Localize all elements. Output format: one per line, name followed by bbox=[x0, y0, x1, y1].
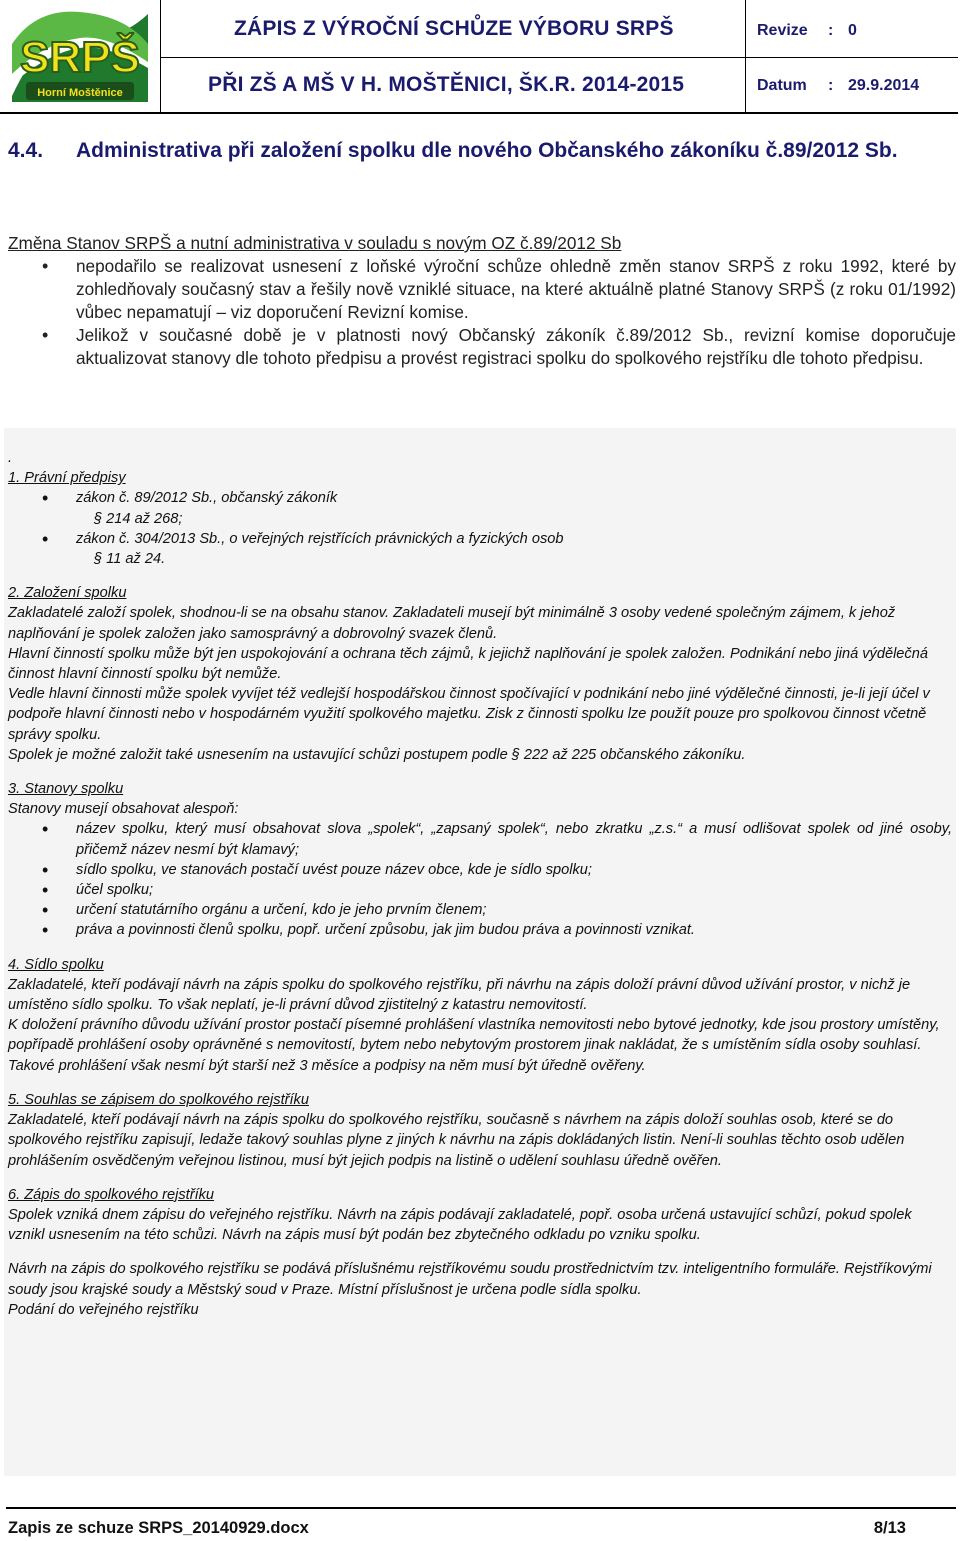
intro-block bbox=[8, 232, 956, 370]
datum-label: Datum bbox=[757, 77, 807, 94]
stray-dot: . bbox=[8, 450, 13, 466]
paragraph: Spolek vzniká dnem zápisu do veřejného rejstříku. Návrh na zápis podávají zakladatelé, popř. osoba určená ustavující schůzí, pokud spolek vznikl usnesením na této schůzi. Návrh na zápis musí být podán bez zbytečného odkladu po vzniku spolku. bbox=[8, 1206, 912, 1244]
footer-page-number: 8/13 bbox=[873, 1519, 906, 1537]
header-divider bbox=[745, 0, 746, 112]
heading-zapis: 6. Zápis do spolkového rejstříku bbox=[8, 1186, 215, 1203]
header-title-line2: PŘI ZŠ A MŠ V H. MOŠTĚNICI, ŠK.R. 2014-2015 bbox=[208, 73, 685, 96]
intro-heading: Změna Stanov SRPŠ a nutní administrativa v souladu s novým OZ č.89/2012 Sb bbox=[8, 233, 622, 253]
list-item bbox=[8, 488, 952, 528]
document-header bbox=[0, 0, 960, 114]
paragraph: Podání do veřejného rejstříku bbox=[8, 1301, 199, 1318]
paragraph: Zakladatelé, kteří podávají návrh na zápis spolku do spolkového rejstříku, při návrhu na zápis doloží právní důvod užívání prostor, v nichž je umístěno sídlo spolku. To však neplatí, je-li právní důvod zjistitelný z katastru nemovitostí. bbox=[8, 976, 911, 1014]
header-divider bbox=[160, 57, 958, 58]
header-title-line1: ZÁPIS Z VÝROČNÍ SCHŮZE VÝBORU SRPŠ bbox=[234, 17, 674, 40]
footer-filename: Zapis ze schuze SRPS_20140929.docx bbox=[8, 1519, 309, 1537]
list-item: • účel spolku; bbox=[8, 880, 952, 900]
list-item: • nepodařilo se realizovat usnesení z loňské výroční schůze ohledně změn stanov SRPŠ z roku 1992, které by zohledňovaly současný stav a řešily nově vzniklé situace, na které aktuálně platné Stanovy SRPŠ (z roku 01/1992) vůbec nepamatují – viz doporučení Revizní komise. bbox=[8, 255, 956, 324]
law-sections: § 11 až 24. bbox=[94, 551, 166, 568]
list-item: • určení statutárního orgánu a určení, kdo je jeho prvním členem; bbox=[8, 900, 952, 920]
logo-text: SRPŠ bbox=[20, 33, 140, 82]
law-list bbox=[8, 488, 952, 569]
heading-stanovy-spolku: 3. Stanovy spolku bbox=[8, 781, 124, 798]
law-sections: § 214 až 268; bbox=[94, 510, 183, 527]
intro-bullet-list bbox=[8, 255, 956, 370]
paragraph: Zakladatelé, kteří podávají návrh na zápis spolku do spolkového rejstříku, současně s návrhem na zápis doloží souhlas osob, které se do spolkového rejstříku zapisují, ledaže takový souhlas plyne z jiných k návrhu na zápis dokládaných listin. Není-li souhlas těchto osob udělen prohlášením osvědčeným veřejnou listinou, musí být jejich podpis na listině o udělení souhlasu úředně ověřen. bbox=[8, 1112, 905, 1169]
section-title: Administrativa při založení spolku dle nového Občanského zákoníku č.89/2012 Sb. bbox=[76, 139, 898, 162]
heading-pravni-predpisy: 1. Právní předpisy bbox=[8, 470, 126, 487]
paragraph: Hlavní činností spolku může být jen uspokojování a ochrana těch zájmů, k jejichž naplňování je spolek založen. Podnikání nebo jiná výdělečná činnost hlavní činností spolku být nemůže. bbox=[8, 645, 928, 683]
list-item: • práva a povinnosti členů spolku, popř. určení způsobu, jak jim budou práva a povinnosti vznikat. bbox=[8, 920, 952, 940]
paragraph: K doložení právního důvodu užívání prostor postačí písemné prohlášení vlastníka nemovitosti nebo bytové jednotky, kde jsou prostory umístěny, popřípadě prohlášení osoby oprávněné s nemovitostí, bytem nebo nebytovým prostorem jinak nakládat, že s umístěním sídla osoby souhlasí. Takové prohlášení však nesmí být starší než 3 měsíce a podpisy na něm musí být úředně ověřeny. bbox=[8, 1017, 940, 1074]
datum-value: 29.9.2014 bbox=[848, 77, 920, 94]
srps-logo bbox=[6, 4, 154, 108]
document-footer bbox=[6, 1507, 956, 1541]
paragraph: Zakladatelé založí spolek, shodnou-li se na obsahu stanov. Zakladateli musejí být minimálně 3 osoby vedené společným zájmem, k jehož naplňování je spolek založen jako samosprávný a dobrovolný svazek členů. bbox=[8, 605, 896, 642]
header-divider bbox=[160, 0, 161, 112]
revize-sep: : bbox=[828, 22, 834, 39]
revize-label: Revize bbox=[757, 22, 808, 39]
legal-block bbox=[8, 448, 952, 1320]
logo-subtext: Horní Moštěnice bbox=[37, 87, 123, 99]
list-item: • název spolku, který musí obsahovat slova „spolek“, „zapsaný spolek“, nebo zkratku „z.s.“ a musí odlišovat spolek od jiné osoby, přičemž název nesmí být klamavý; bbox=[8, 819, 952, 859]
heading-sidlo-spolku: 4. Sídlo spolku bbox=[8, 956, 104, 973]
revize-value: 0 bbox=[848, 22, 857, 39]
section-heading bbox=[8, 137, 958, 165]
paragraph: Stanovy musejí obsahovat alespoň: bbox=[8, 801, 239, 818]
law-name: • zákon č. 89/2012 Sb., občanský zákoník bbox=[76, 490, 338, 507]
stanovy-list bbox=[8, 819, 952, 940]
header-frame bbox=[0, 0, 958, 114]
paragraph: Vedle hlavní činnosti může spolek vyvíjet též vedlejší hospodářskou činnost spočívající v podnikání nebo jiné výdělečné činnosti, je-li její účel v podpoře hlavní činnosti nebo v hospodárném využití spolkového majetku. Zisk z činnosti spolku lze použít pouze pro spolkovou činnost včetně správy spolku. bbox=[8, 686, 930, 743]
paragraph: Návrh na zápis do spolkového rejstříku se podává příslušnému rejstříkovému soudu prostřednictvím tzv. inteligentního formuláře. Rejstříkovými soudy jsou krajské soudy a Městský soud v Praze. Místní příslušnost je určena podle sídla spolku. bbox=[8, 1261, 932, 1298]
list-item: • sídlo spolku, ve stanovách postačí uvést pouze název obce, kde je sídlo spolku; bbox=[8, 860, 952, 880]
datum-sep: : bbox=[828, 77, 834, 94]
list-item: • Jelikož v současné době je v platnosti nový Občanský zákoník č.89/2012 Sb., revizní komise doporučuje aktualizovat stanovy dle tohoto předpisu a provést registraci spolku do spolkového rejstříku dle tohoto předpisu. bbox=[8, 324, 956, 370]
heading-zalozeni-spolku: 2. Založení spolku bbox=[8, 585, 127, 602]
section-number: 4.4. bbox=[8, 139, 44, 162]
paragraph: Spolek je možné založit také usnesením na ustavující schůzi postupem podle § 222 až 225 občanského zákoníku. bbox=[8, 746, 746, 763]
law-name: • zákon č. 304/2013 Sb., o veřejných rejstřících právnických a fyzických osob bbox=[76, 530, 564, 547]
list-item bbox=[8, 529, 952, 569]
heading-souhlas: 5. Souhlas se zápisem do spolkového rejstříku bbox=[8, 1091, 309, 1108]
